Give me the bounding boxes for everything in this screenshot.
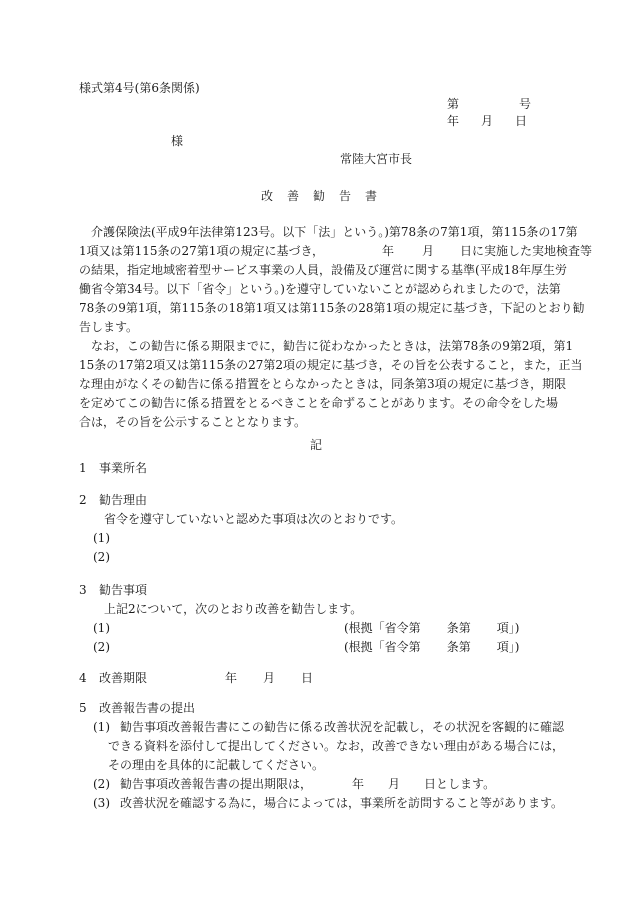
section-2-item-1: (1)	[93, 531, 110, 545]
ki-heading: 記	[310, 438, 323, 452]
section-4-heading: 4 改善期限 年 月 日	[79, 671, 314, 685]
p1-line-1: 介護保険法(平成9年法律第123号。以下「法」という。)第78条の7第1項，第115条の17第	[91, 225, 578, 239]
deadline-month: 月	[263, 671, 276, 685]
issue-date	[447, 111, 527, 131]
section-5-heading: 5 改善報告書の提出	[79, 701, 196, 715]
section-5-item-1-line-2: できる資料を添付して提出してください。なお，改善できない理由がある場合には，	[108, 739, 565, 753]
p2-line-4: を定めてこの勧告に係る措置をとるべきことを命ずることがあります。その命令をした場	[79, 396, 559, 410]
p1-line-2: 1項又は第115条の27第1項の規定に基づき， 年 月 日に実施した実地検査等	[79, 244, 593, 258]
section-5-item-3-text: 改善状況を確認する為に，場合によっては，事業所を訪問すること等があります。	[120, 796, 564, 810]
addressee-suffix: 様	[171, 134, 184, 148]
p1-date-month: 月	[421, 244, 434, 258]
section-1-heading: 1 事業所名	[79, 461, 148, 475]
section-3-item-2-ref: (根拠「省令第 条第 項」)	[344, 640, 520, 654]
section-2-heading: 2 勧告理由	[79, 493, 148, 507]
p2-line-3: な理由がなくその勧告に係る措置をとらなかったときは，同条第3項の規定に基づき，期限	[79, 377, 567, 391]
section-5-item-2-label: (2)	[93, 777, 110, 791]
section-5-item-1-line-3: その理由を具体的に記載してください。	[108, 758, 325, 772]
deadline-day: 日	[301, 671, 314, 685]
doc-no-prefix: 第	[447, 97, 460, 111]
issue-date-day: 日	[515, 114, 528, 128]
section-5-item-1-line-1: 勧告事項改善報告書にこの勧告に係る改善状況を記載し，その状況を客観的に確認	[120, 720, 565, 734]
p1-line-6: 告します。	[79, 320, 139, 334]
form-label: 様式第4号(第6条関係)	[79, 81, 200, 95]
section-5-item-3-label: (3)	[93, 796, 110, 810]
sender-name: 常陸大宮市長	[340, 152, 413, 166]
section-3-item-1-label: (1)	[93, 621, 110, 635]
document-title: 改 善 勧 告 書	[261, 189, 379, 203]
section-3-item-2-label: (2)	[93, 640, 110, 654]
issue-date-month: 月	[481, 114, 494, 128]
doc-no-suffix: 号	[519, 97, 532, 111]
section-2-lead: 省令を遵守していないと認めた事項は次のとおりです。	[104, 512, 404, 526]
p1-line-4: 働省令第34号。以下「省令」という。)を遵守していないことが認められましたので，法第	[79, 282, 561, 296]
p2-line-1: なお，この勧告に係る期限までに，勧告に従わなかったときは，法第78条の9第2項，第1	[91, 339, 574, 353]
submit-month: 月	[388, 777, 401, 791]
issue-date-year: 年	[447, 114, 460, 128]
section-2-item-2: (2)	[93, 550, 110, 564]
section-3-heading: 3 勧告事項	[79, 583, 148, 597]
section-5-item-1-label: (1)	[93, 720, 110, 734]
p2-line-5: 合は，その旨を公示することとなります。	[79, 415, 307, 429]
section-3-lead: 上記2について，次のとおり改善を勧告します。	[104, 602, 363, 616]
p1-line-3: の結果，指定地域密着型サービス事業の人員，設備及び運営に関する基準(平成18年厚生労	[79, 263, 567, 277]
deadline-year: 年	[225, 671, 238, 685]
submit-year: 年	[352, 777, 365, 791]
p1-date-year: 年	[381, 244, 394, 258]
p1-line-5: 78条の9第1項，第115条の18第1項又は第115条の28第1項の規定に基づき，下記のとおり勧	[79, 301, 585, 315]
section-5-item-2-text: 勧告事項改善報告書の提出期限は， 年 月 日とします。	[120, 777, 496, 791]
p2-line-2: 15条の17第2項又は第115条の27第2項の規定に基づき，その旨を公表すること，また，正当	[79, 358, 583, 372]
section-3-item-1-ref: (根拠「省令第 条第 項」)	[344, 621, 520, 635]
